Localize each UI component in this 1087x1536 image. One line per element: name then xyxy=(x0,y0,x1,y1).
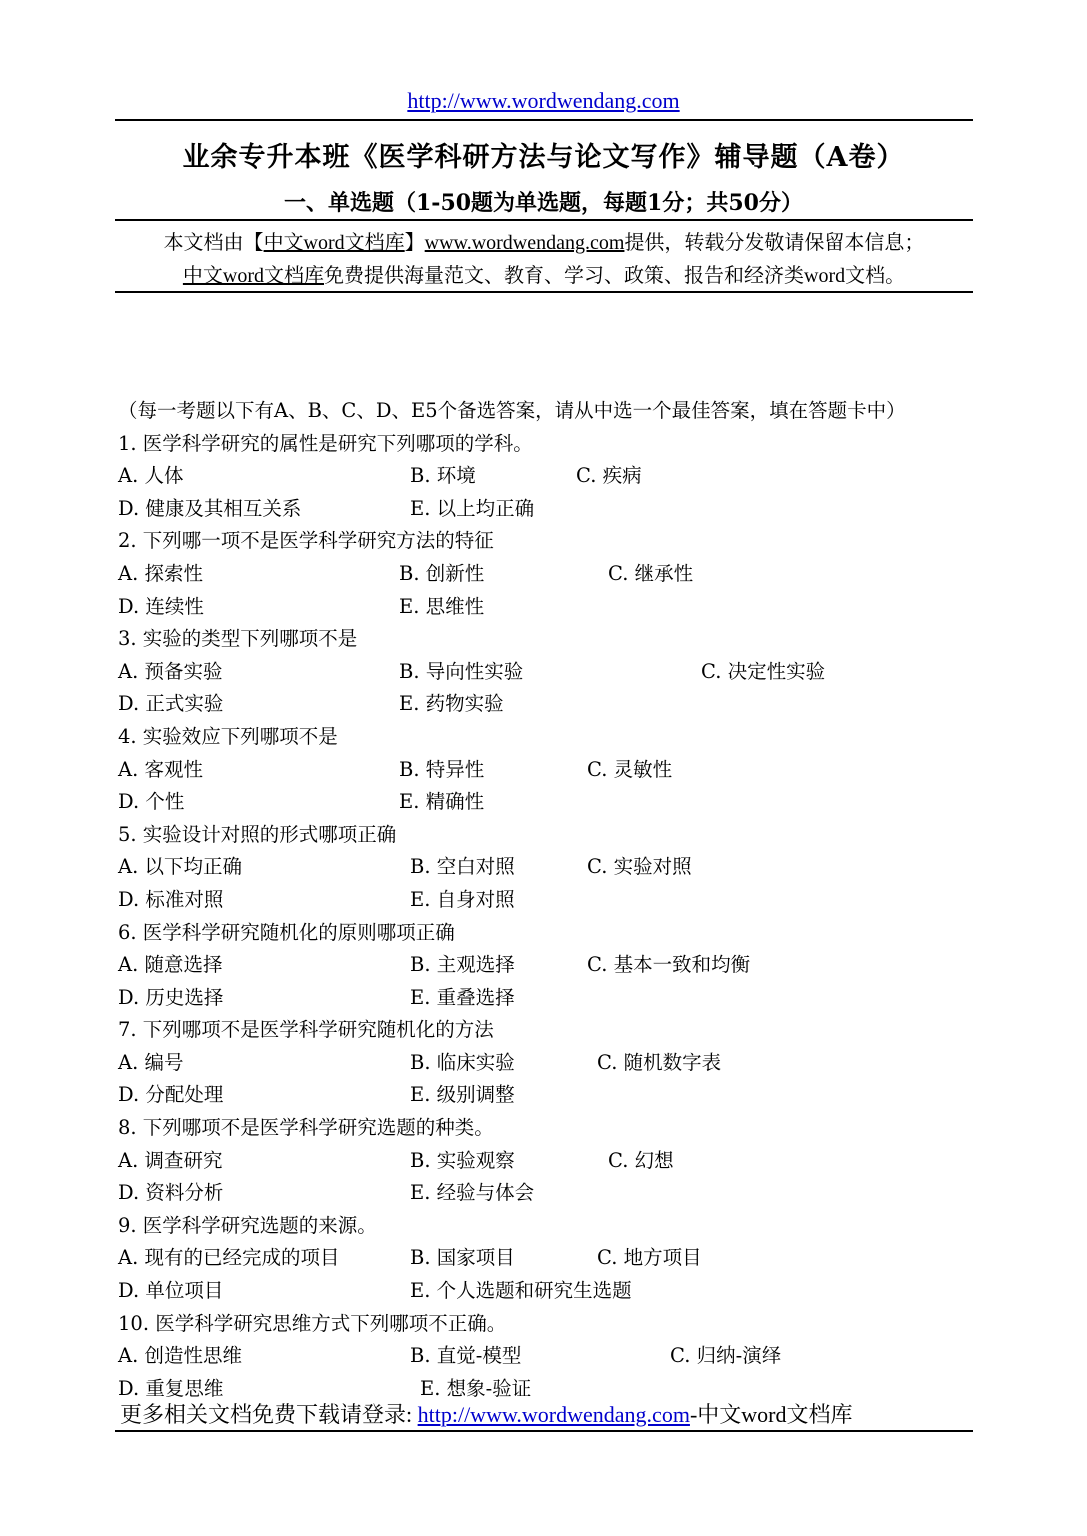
option-c: C. 决定性实验 xyxy=(701,659,826,683)
header-url xyxy=(0,88,1087,114)
footer xyxy=(120,1398,970,1429)
option-d: D. 单位项目 xyxy=(118,1279,224,1303)
option-b: B. 实验观察 xyxy=(410,1148,515,1172)
footer-text: 更多相关文档免费下载请登录: xyxy=(120,1402,418,1427)
option-d: D. 标准对照 xyxy=(118,887,224,911)
option-b: B. 空白对照 xyxy=(410,855,515,879)
option-e: E. 药物实验 xyxy=(399,692,504,716)
footer-link[interactable]: http://www.wordwendang.com xyxy=(417,1402,690,1427)
option-d: D. 个性 xyxy=(118,790,185,814)
notice-line-1 xyxy=(115,226,973,255)
header-rule xyxy=(115,119,973,121)
question-stem: 4. 实验效应下列哪项不是 xyxy=(118,724,338,748)
instruction: （每一考题以下有A、B、C、D、E5个备选答案，请从中选一个最佳答案，填在答题卡中） xyxy=(118,399,906,422)
question-stem: 1. 医学科学研究的属性是研究下列哪项的学科。 xyxy=(118,431,533,455)
option-b: B. 环境 xyxy=(410,464,476,488)
option-c: C. 归纳-演绎 xyxy=(670,1344,782,1368)
option-row xyxy=(118,982,968,1015)
question-stem: 8. 下列哪项不是医学科学研究选题的种类。 xyxy=(118,1116,494,1140)
option-a: A. 预备实验 xyxy=(118,659,223,683)
option-row xyxy=(118,688,968,721)
option-row xyxy=(118,754,968,787)
option-a: A. 人体 xyxy=(118,464,184,488)
option-e: E. 以上均正确 xyxy=(410,496,535,520)
question-list xyxy=(118,395,968,1405)
question-stem: 7. 下列哪项不是医学科学研究随机化的方法 xyxy=(118,1018,494,1042)
notice-text: 提供，转载分发敬请保留本信息； xyxy=(624,232,925,254)
option-row xyxy=(118,1340,968,1373)
document-title: 业余专升本班《医学科研方法与论文写作》辅导题（A卷） xyxy=(182,142,905,173)
option-a: A. 现有的已经完成的项目 xyxy=(118,1246,340,1270)
option-d: D. 连续性 xyxy=(118,594,204,618)
option-b: B. 特异性 xyxy=(399,757,485,781)
option-row xyxy=(118,1275,968,1308)
option-a: A. 编号 xyxy=(118,1050,184,1074)
option-row xyxy=(118,1177,968,1210)
option-a: A. 探索性 xyxy=(118,561,203,585)
option-d: D. 资料分析 xyxy=(118,1181,224,1205)
option-e: E. 经验与体会 xyxy=(410,1181,535,1205)
option-row xyxy=(118,493,968,526)
option-c: C. 随机数字表 xyxy=(597,1050,722,1074)
option-row xyxy=(118,786,968,819)
notice-library-link[interactable]: 中文word文档库 xyxy=(182,265,324,287)
question-stem: 3. 实验的类型下列哪项不是 xyxy=(118,627,358,651)
option-c: C. 疾病 xyxy=(576,464,642,488)
option-d: D. 重复思维 xyxy=(118,1376,224,1400)
option-b: B. 创新性 xyxy=(399,561,485,585)
option-a: A. 随意选择 xyxy=(118,953,223,977)
header-link[interactable]: http://www.wordwendang.com xyxy=(407,88,680,113)
option-a: A. 以下均正确 xyxy=(118,855,242,879)
option-b: B. 国家项目 xyxy=(410,1246,515,1270)
option-c: C. 灵敏性 xyxy=(587,757,673,781)
option-c: C. 继承性 xyxy=(608,561,694,585)
option-row xyxy=(118,1145,968,1178)
option-a: A. 调查研究 xyxy=(118,1148,223,1172)
option-row xyxy=(118,460,968,493)
option-e: E. 精确性 xyxy=(399,790,485,814)
section-heading: 一、单选题（1-50题为单选题，每题1分；共50分） xyxy=(284,190,803,216)
option-row xyxy=(118,558,968,591)
option-e: E. 级别调整 xyxy=(410,1083,515,1107)
option-row xyxy=(118,1079,968,1112)
notice-text: 】 xyxy=(404,232,425,254)
option-a: A. 创造性思维 xyxy=(118,1344,242,1368)
option-c: C. 地方项目 xyxy=(597,1246,702,1270)
option-c: C. 幻想 xyxy=(608,1148,674,1172)
option-row xyxy=(118,656,968,689)
question-stem: 10. 医学科学研究思维方式下列哪项不正确。 xyxy=(118,1311,507,1335)
option-d: D. 分配处理 xyxy=(118,1083,224,1107)
option-e: E. 个人选题和研究生选题 xyxy=(410,1279,632,1303)
footer-rule xyxy=(115,1430,973,1432)
notice-text: 本文档由【 xyxy=(163,232,264,254)
option-b: B. 导向性实验 xyxy=(399,659,524,683)
notice-top-rule xyxy=(115,219,973,221)
option-a: A. 客观性 xyxy=(118,757,203,781)
option-e: E. 重叠选择 xyxy=(410,985,515,1009)
option-d: D. 正式实验 xyxy=(118,692,224,716)
notice-text: 免费提供海量范文、教育、学习、政策、报告和经济类word文档。 xyxy=(324,265,906,287)
option-row xyxy=(118,851,968,884)
notice-library-link[interactable]: 中文word文档库 xyxy=(263,232,405,254)
option-c: C. 基本一致和均衡 xyxy=(587,953,751,977)
notice-bottom-rule xyxy=(115,291,973,293)
question-stem: 6. 医学科学研究随机化的原则哪项正确 xyxy=(118,920,455,944)
option-row xyxy=(118,591,968,624)
option-d: D. 健康及其相互关系 xyxy=(118,496,302,520)
notice-url-link[interactable]: www.wordwendang.com xyxy=(424,232,625,254)
option-e: E. 想象-验证 xyxy=(420,1376,532,1400)
option-row xyxy=(118,884,968,917)
option-row xyxy=(118,1047,968,1080)
option-b: B. 临床实验 xyxy=(410,1050,515,1074)
option-c: C. 实验对照 xyxy=(587,855,692,879)
option-b: B. 直觉-模型 xyxy=(410,1344,522,1368)
option-row xyxy=(118,1242,968,1275)
question-stem: 5. 实验设计对照的形式哪项正确 xyxy=(118,822,397,846)
option-b: B. 主观选择 xyxy=(410,953,515,977)
option-row xyxy=(118,949,968,982)
footer-text: -中文word文档库 xyxy=(689,1402,853,1427)
question-stem: 2. 下列哪一项不是医学科学研究方法的特征 xyxy=(118,529,494,553)
option-e: E. 思维性 xyxy=(399,594,485,618)
notice-line-2 xyxy=(115,259,973,288)
option-e: E. 自身对照 xyxy=(410,887,515,911)
question-stem: 9. 医学科学研究选题的来源。 xyxy=(118,1213,377,1237)
option-d: D. 历史选择 xyxy=(118,985,224,1009)
